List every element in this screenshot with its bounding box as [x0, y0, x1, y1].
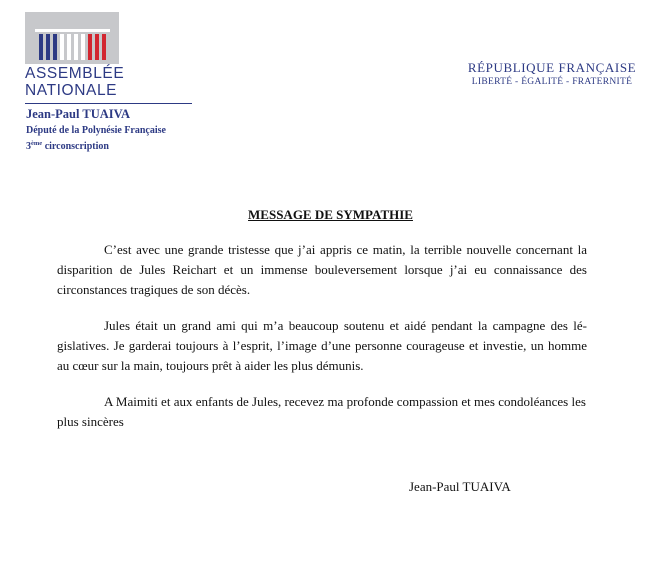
assemblee-nationale-logo	[25, 12, 125, 99]
letter-title: MESSAGE DE SYMPATHIE	[248, 207, 413, 222]
republic-motto: LIBERTÉ - ÉGALITÉ - FRATERNITÉ	[471, 77, 633, 87]
hemicycle-emblem-icon	[25, 12, 119, 64]
deputy-circonscription	[26, 140, 109, 152]
letter-body	[57, 240, 587, 448]
circonscription-suffix: ème	[31, 140, 43, 147]
letter-paragraph: A Maimiti et aux enfants de Jules, recevez ma profonde compassion et mes condoléances les plus sincères	[57, 394, 586, 429]
republic-title: RÉPUBLIQUE FRANÇAISE	[467, 60, 637, 75]
circonscription-number: 3	[26, 141, 31, 152]
letter-paragraph: C’est avec une grande tristesse que j’ai appris ce matin, la terrible nouvelle concernant la disparition de Jules Reichart et un immense bouleversement lorsque j’ai eu connaissance des circonstances tragiques de son décès.	[57, 242, 587, 297]
circonscription-label: circonscription	[42, 141, 109, 152]
letter-paragraph: Jules était un grand ami qui m’a beaucoup soutenu et aidé pendant la campagne des législatives. Je garderai toujours à l’esprit, l’image d’une personne courageuse et investie, un homme au cœur sur la main, toujours prêt à aider les plus démunis.	[57, 318, 587, 373]
logo-text-nationale: NATIONALE	[25, 82, 118, 99]
deputy-name: Jean-Paul TUAIVA	[26, 107, 131, 121]
letterhead-divider	[25, 103, 192, 104]
deputy-role: Député de la Polynésie Française	[26, 125, 166, 136]
republic-header	[452, 60, 652, 87]
logo-text-assemblee: ASSEMBLÉE	[25, 65, 125, 82]
signature: Jean-Paul TUAIVA	[409, 479, 511, 494]
